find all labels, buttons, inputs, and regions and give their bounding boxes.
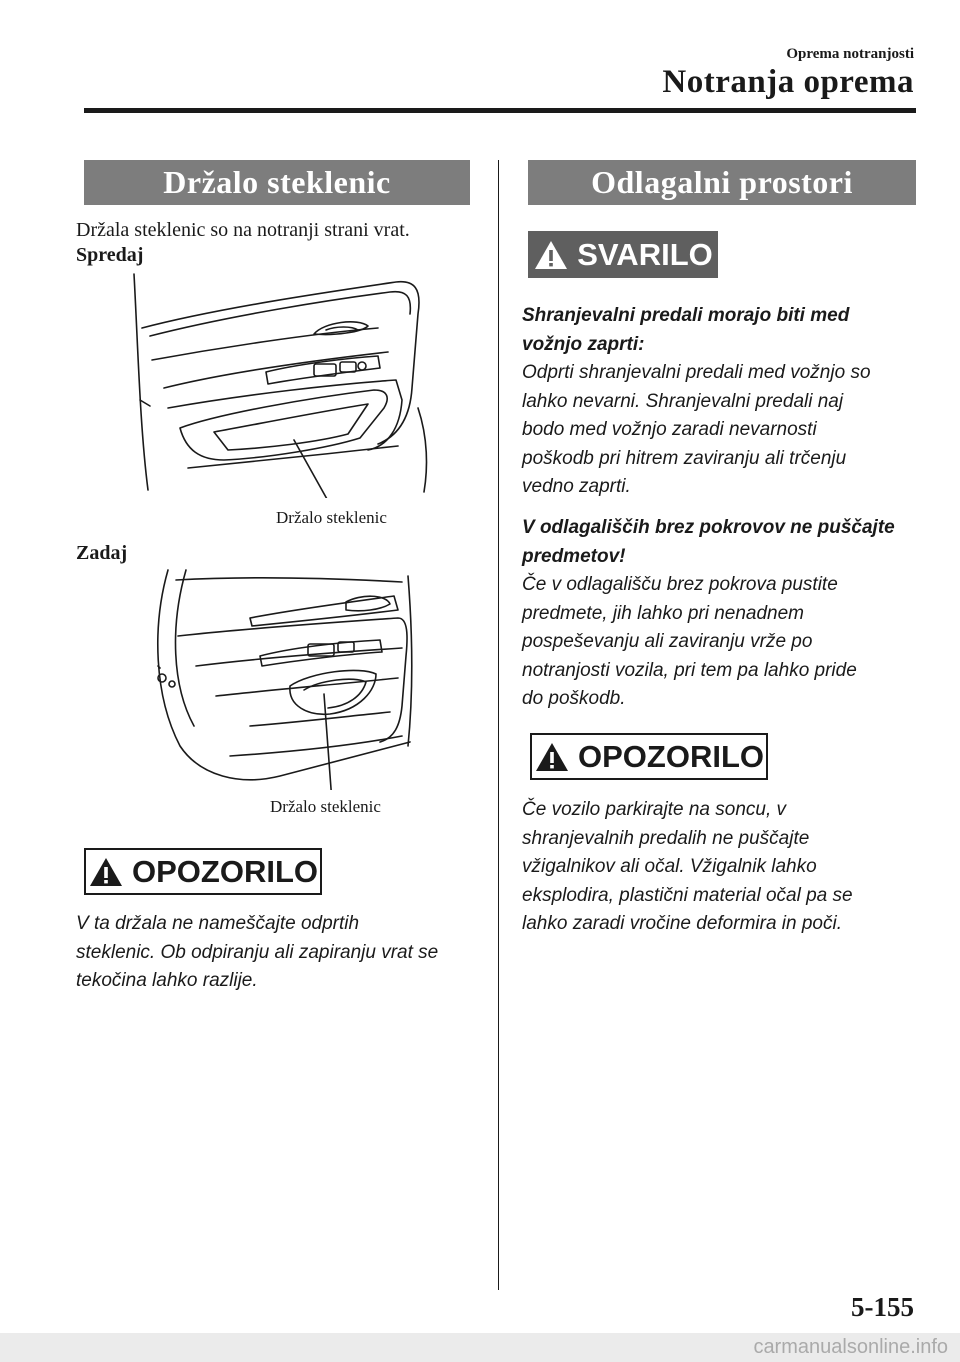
warning-triangle-icon bbox=[534, 741, 570, 773]
danger-heading-line: Shranjevalni predali morajo biti med bbox=[522, 305, 850, 326]
warning-triangle-icon bbox=[88, 856, 124, 888]
watermark-text: carmanualsonline.info bbox=[753, 1336, 948, 1358]
subsection-title: Oprema notranjosti bbox=[786, 46, 914, 62]
chapter-title: Notranja oprema bbox=[662, 64, 914, 100]
danger-heading-line: predmetov! bbox=[522, 545, 626, 567]
bottle-holder-intro: Držala steklenic so na notranji strani vrat. bbox=[76, 219, 410, 241]
warning-line: eksplodira, plastični material očal pa se bbox=[522, 884, 853, 906]
rear-door-illustration bbox=[140, 566, 416, 790]
warning-label-right: OPOZORILO bbox=[578, 738, 764, 774]
danger-line: bodo med vožnjo zaradi nevarnosti bbox=[522, 419, 817, 440]
section-title-bottle-holder: Držalo steklenic bbox=[84, 160, 470, 205]
warning-line: steklenic. Ob odpiranju ali zapiranju vrat se bbox=[76, 941, 439, 963]
rear-label: Zadaj bbox=[76, 542, 128, 564]
warning-line: vžigalnikov ali očal. Vžigalnik lahko bbox=[522, 856, 817, 877]
danger-box bbox=[528, 231, 718, 278]
danger-heading-line: vožnjo zaprti: bbox=[522, 333, 645, 355]
danger-text-2 bbox=[522, 514, 922, 714]
danger-text-1 bbox=[522, 302, 922, 502]
rear-bottle-holder-caption: Držalo steklenic bbox=[270, 797, 381, 816]
danger-line: vedno zaprti. bbox=[522, 476, 631, 497]
warning-line: V ta držala ne nameščajte odprtih bbox=[76, 913, 360, 934]
header-rule bbox=[84, 108, 916, 113]
front-bottle-holder-caption: Držalo steklenic bbox=[276, 508, 387, 527]
section-title-storage: Odlagalni prostori bbox=[528, 160, 916, 205]
front-label: Spredaj bbox=[76, 244, 144, 266]
danger-line: predmete, jih lahko pri nenadnem bbox=[522, 602, 805, 624]
warning-line: lahko zaradi vročine deformira in poči. bbox=[522, 913, 842, 934]
column-divider bbox=[498, 160, 499, 1290]
danger-line: notranjosti vozila, pri tem pa lahko pride bbox=[522, 659, 857, 681]
warning-label-left: OPOZORILO bbox=[132, 853, 318, 889]
danger-line: pospeševanju ali zaviranju vrže po bbox=[522, 631, 813, 652]
warning-box-left bbox=[84, 848, 322, 895]
warning-line: shranjevalnih predalih ne puščajte bbox=[522, 827, 810, 849]
danger-label: SVARILO bbox=[577, 236, 713, 272]
danger-line: poškodb pri hitrem zaviranju ali trčenju bbox=[522, 447, 847, 469]
danger-heading-line: V odlagališčih brez pokrovov ne puščajte bbox=[522, 517, 895, 538]
warning-text-right bbox=[522, 796, 922, 939]
warning-text-left bbox=[76, 910, 476, 996]
danger-line: lahko nevarni. Shranjevalni predali naj bbox=[522, 390, 844, 412]
danger-triangle-icon bbox=[533, 239, 569, 271]
warning-line: tekočina lahko razlije. bbox=[76, 970, 258, 991]
warning-line: Če vozilo parkirajte na soncu, v bbox=[522, 799, 787, 820]
front-door-illustration bbox=[128, 268, 438, 498]
warning-box-right bbox=[530, 733, 768, 780]
watermark-bar bbox=[0, 1333, 960, 1362]
danger-line: Če v odlagališču brez pokrova pustite bbox=[522, 574, 838, 595]
danger-line: do poškodb. bbox=[522, 688, 626, 709]
page-number: 5-155 bbox=[851, 1292, 914, 1322]
danger-line: Odprti shranjevalni predali med vožnjo so bbox=[522, 362, 871, 383]
